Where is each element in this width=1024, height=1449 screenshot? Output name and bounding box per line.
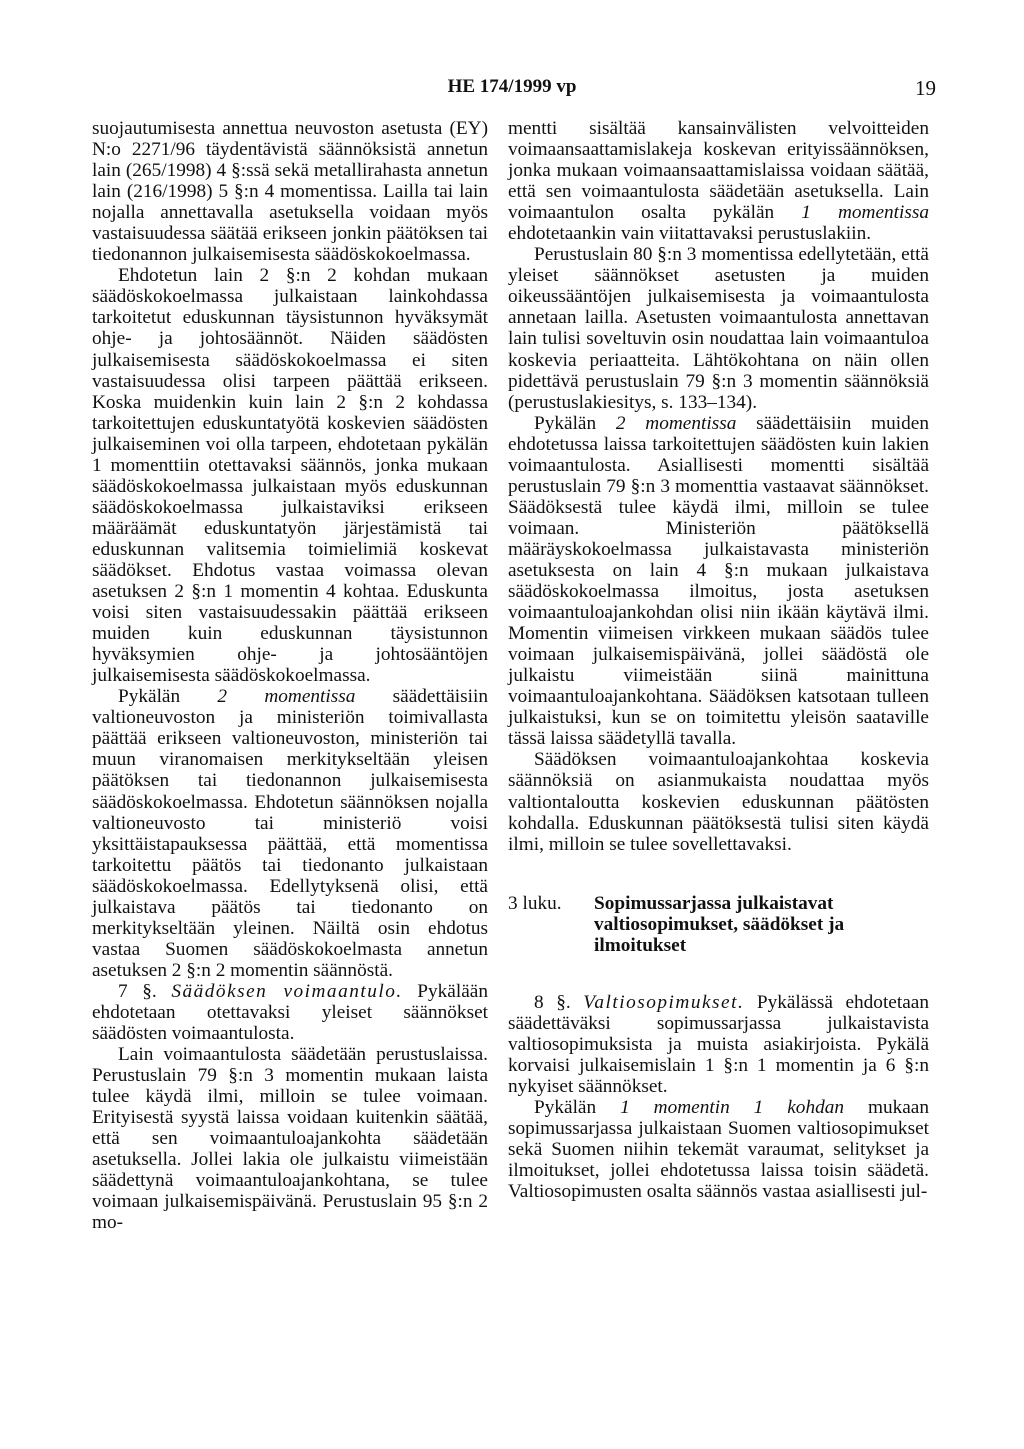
text-run: säädettäisiin muiden ehdotetussa laissa tarkoitettujen säädösten kuin lakien voimaantulosta. Asiallisesti momentti sisältää perustuslain 79 §:n 3 momenttia vastaavat säännökset. Säädöksestä tulee käydä ilmi, milloin se tulee voimaan. Ministeriön päätöksellä määräyskokoelmassa julkaistavasta ministeriön asetuksesta on lain 4 §:n mukaan julkaistava säädöskokoelmassa ilmoitus, josta asetuksen voimaantuloajankohdan olisi niin ikään käytävä ilmi. Momentin viimeisen virkkeen mukaan säädös tulee voimaan julkaisemispäivänä, jollei säädöstä ole julkaistu viimeistään siinä mainittuna voimaantuloajankohtana. Säädöksen katsotaan tulleen julkaistuksi, kun se on toimitettu yleisön saataville tässä laissa säädetyllä tavalla. (508, 412, 929, 750)
running-title: HE 174/1999 vp (447, 76, 577, 97)
section-heading: Valtiosopimukset. (583, 991, 745, 1013)
text-run: ehdotetaankin vain viitattavaksi perustuslakiin. (508, 223, 872, 245)
text-run: mentti sisältää kansainvälisten velvoitteiden voimaansaattamislakeja koskevan erityissäännöksen, jonka mukaan voimaansaattamislaissa voidaan säätää, että sen voimaantulosta säädetään asetuksella. Lain voimaantulon osalta pykälän (508, 118, 929, 224)
paragraph: Lain voimaantulosta säädetään perustuslaissa. Perustuslain 79 §:n 3 momentin mukaan laista tulee käydä ilmi, milloin se tulee voimaan. Erityisestä syystä laissa voidaan kuitenkin säätää, että sen voimaantuloajankohta säädetään asetuksella. Jollei lakia ole julkaistu viimeistään säädettynä voimaantuloajankohtana, se tulee voimaan julkaisemispäivänä. Perustuslain 95 §:n 2 mo- (92, 1044, 488, 1234)
chapter-title: Sopimussarjassa julkaistavat valtiosopimukset, säädökset ja ilmoitukset (594, 892, 845, 956)
text-run: säädettäisiin valtioneuvoston ja ministeriön toimivallasta päättää erikseen valtioneuvoston, ministeriön tai muun viranomaisen merkitykseltään yleisen päätöksen tai tiedonannon julkaisemisesta säädöskokoelmassa. Ehdotetun säännöksen nojalla valtioneuvosto tai ministeriö voisi yksittäistapauksessa päättää, että momentissa tarkoitettu päätös tai tiedonanto julkaistaan säädöskokoelmassa. Edellytyksenä olisi, että julkaistava päätös tai tiedonanto on merkitykseltään yleinen. Näiltä osin ehdotus vastaa Suomen säädöskokoelmasta annetun asetuksen 2 §:n 2 momentin säännöstä. (92, 686, 488, 981)
text-run: Pykälään ehdotetaan otettavaksi yleiset säännökset säädösten voimaantulosta. (92, 980, 488, 1045)
emphasis: 2 momentissa (615, 412, 737, 434)
emphasis: 1 momentissa (801, 202, 930, 224)
paragraph (508, 118, 929, 244)
paragraph: Ehdotetun lain 2 §:n 2 kohdan mukaan säädöskokoelmassa julkaistaan lainkohdassa tarkoitetut eduskunnan täysistunnon hyväksymät ohje- ja johtosäännöt. Näiden säädösten julkaisemisesta säädöskokoelmassa ei siten vastaisuudessa olisi tarpeen päättää erikseen. Koska muidenkin kuin lain 2 §:n 2 kohdassa tarkoitettujen eduskuntatyötä koskevien säädösten julkaiseminen voi olla tarpeen, ehdotetaan pykälän 1 momenttiin otettavaksi säännös, jonka mukaan säädöskokoelmassa julkaistaan myös eduskunnan säädöskokoelmassa julkaistaviksi erikseen määräämät eduskuntatyön järjestämistä tai eduskunnan valitsemia toimielimiä koskevat säädökset. Ehdotus vastaa voimassa olevan asetuksen 2 §:n 1 momentin 4 kohtaa. Eduskunta voisi siten vastaisuudessakin päättää erikseen muiden kuin eduskunnan täysistunnon hyväksymien ohje- ja johtosääntöjen julkaisemisesta säädöskokoelmassa. (92, 265, 488, 687)
text-run: Pykälässä ehdotetaan säädettäväksi sopimussarjassa julkaistavista valtiosopimuksista ja muista asiakirjoista. Pykälä korvaisi julkaisemislain 1 §:n 1 momentin ja 6 §:n nykyiset säännökset. (508, 991, 929, 1097)
section-paragraph (508, 992, 929, 1097)
paragraph (508, 1097, 929, 1202)
text-run: mukaan sopimussarjassa julkaistaan Suomen valtiosopimukset sekä Suomen niihin tekemät varaumat, selitykset ja ilmoitukset, jollei ehdotetussa laissa toisin säädetä. Valtiosopimusten osalta säännös vastaa asiallisesti jul- (508, 1097, 929, 1203)
chapter-number: 3 luku. (508, 892, 562, 914)
page-header (0, 76, 1024, 104)
emphasis: 1 momentin 1 kohdan (620, 1097, 845, 1119)
paragraph (508, 413, 929, 750)
paragraph (92, 686, 488, 981)
paragraph: Säädöksen voimaantuloajankohtaa koskevia säännöksiä on asianmukaista noudattaa myös valtiontaloutta koskevien eduskunnan päätösten kohdalla. Eduskunnan päätöksestä tulisi siten käydä ilmi, milloin se tulee sovellettavaksi. (508, 749, 929, 855)
text-run: Pykälän (118, 686, 218, 708)
paragraph: Perustuslain 80 §:n 3 momentissa edellytetään, että yleiset säännökset asetusten ja muiden oikeussääntöjen julkaisemisesta ja voimaantulosta annetaan lailla. Asetusten voimaantulosta annettavan lain tulisi soveltuvin osin noudattaa lain voimaantuloa koskevia periaatteita. Lähtökohtana on näin ollen pidettävä perustuslain 79 §:n 3 momentin säännöksiä (perustuslakiesitys, s. 133–134). (508, 244, 929, 413)
right-column (508, 118, 929, 1202)
section-number: 7 §. (118, 980, 172, 1002)
page-number: 19 (915, 76, 936, 100)
section-paragraph (92, 981, 488, 1044)
text-run: Pykälän (534, 412, 616, 434)
paragraph: suojautumisesta annettua neuvoston asetusta (EY) N:o 2271/96 täydentävistä säännöksistä annetun lain (265/1998) 4 §:ssä sekä metallirahasta annetun lain (216/1998) 5 §:n 4 momentissa. Lailla tai lain nojalla annettavalla asetuksella voidaan myös vastaisuudessa säätää erikseen jonkin päätöksen tai tiedonannon julkaisemisesta säädöskokoelmassa. (92, 118, 488, 266)
section-heading: Säädöksen voimaantulo. (171, 980, 403, 1002)
text-run: Pykälän (534, 1097, 621, 1119)
section-number: 8 §. (534, 991, 584, 1013)
emphasis: 2 momentissa (217, 686, 356, 708)
chapter-heading (508, 893, 929, 956)
left-column (92, 118, 488, 1233)
